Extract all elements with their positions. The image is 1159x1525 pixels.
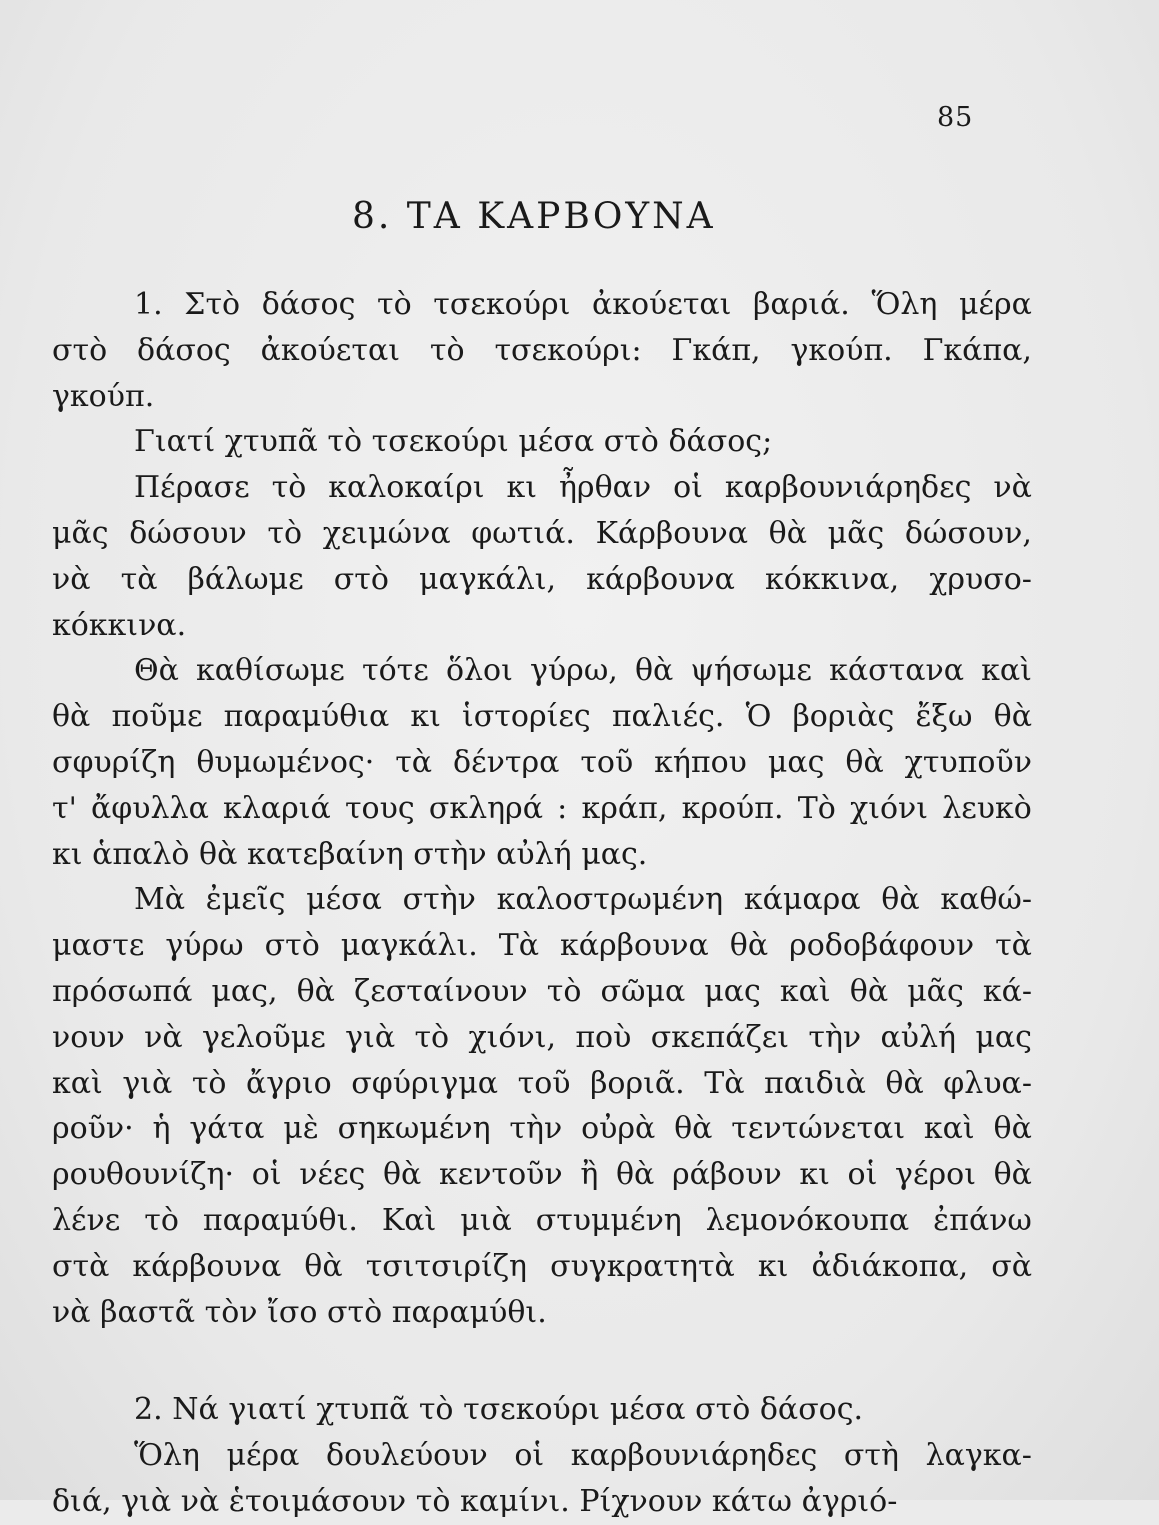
word: τὸ <box>415 1483 451 1519</box>
word: τὴν <box>509 1111 563 1147</box>
text-line <box>52 1387 1032 1433</box>
word: τσεκούρι <box>433 287 571 322</box>
word: τὸν <box>204 1294 258 1330</box>
word: θὰ <box>993 1111 1032 1147</box>
word: : <box>557 790 568 826</box>
text-line <box>52 419 1032 465</box>
word: βοριὰς <box>792 699 895 735</box>
word: τ' <box>52 790 77 826</box>
word: ἔξω <box>915 699 973 735</box>
word: τὴν <box>808 1019 862 1055</box>
word: καθώ- <box>940 882 1032 918</box>
word: βαστᾶ <box>100 1294 196 1330</box>
word: θὰ <box>383 1157 422 1193</box>
word: δάσος <box>261 287 356 322</box>
word: τὸ <box>191 1065 227 1101</box>
word: καὶ <box>52 1065 103 1101</box>
word: ροῦν· <box>52 1111 134 1147</box>
word: τὸ <box>377 287 412 322</box>
word: τὸ <box>546 973 582 1009</box>
word: μας, <box>211 973 278 1009</box>
word: κεντοῦν <box>438 1157 563 1193</box>
word: κι <box>799 1157 830 1193</box>
word: φλυα- <box>943 1065 1032 1101</box>
word: θὰ <box>993 699 1032 735</box>
text-line <box>52 1198 1032 1244</box>
word: συγκρατητὰ <box>550 1248 735 1284</box>
word: σκληρά <box>428 790 543 826</box>
text-line <box>52 877 1032 923</box>
word: μᾶς <box>907 973 964 1009</box>
word: κά- <box>982 973 1032 1009</box>
word: κλαριά <box>223 790 331 826</box>
word: μέσα <box>518 424 595 460</box>
word: λένε <box>52 1202 121 1238</box>
text-line <box>52 1433 1032 1479</box>
word: ἀδιάκοπα, <box>811 1248 969 1284</box>
word: γκούπ. <box>52 378 155 414</box>
word: καμίνι. <box>460 1483 570 1519</box>
word: θὰ <box>993 1157 1032 1193</box>
word: καρβουνιάρηδες <box>724 470 972 506</box>
word: ἄφυλλα <box>91 790 209 826</box>
word: βάλωμε <box>187 561 304 597</box>
word: χρυσο- <box>929 561 1032 597</box>
word: στὸ <box>264 928 320 964</box>
page-number: 85 <box>937 102 974 133</box>
word: Ρίχνουν <box>579 1483 703 1519</box>
word: στὸ <box>333 561 389 597</box>
word: ζεσταίνουν <box>354 973 528 1009</box>
word: κι <box>506 470 537 506</box>
word: σὰ <box>991 1248 1032 1284</box>
word: Γκάπ, <box>671 332 761 368</box>
word: δάσος <box>137 332 231 368</box>
text-line <box>52 465 1032 511</box>
word: γιὰ <box>345 1019 396 1055</box>
word: χιόνι, <box>468 1019 556 1055</box>
word: μαγκάλι, <box>419 561 557 597</box>
word: καθίσωμε <box>196 653 345 689</box>
word: μας <box>767 744 825 780</box>
text-line <box>52 1244 1032 1290</box>
word: νὰ <box>144 1019 183 1055</box>
word: κάρβουνα <box>586 561 735 597</box>
word: κι <box>410 699 441 735</box>
word: γέροι <box>895 1157 976 1193</box>
word: τὰ <box>995 928 1032 964</box>
word: οἱ <box>673 470 703 506</box>
word: ἀκούεται <box>260 332 401 368</box>
word: στυμμένη <box>535 1202 682 1238</box>
word: χτυπᾶ <box>316 1392 410 1428</box>
word: στὴν <box>402 882 476 918</box>
text-line <box>52 1152 1032 1198</box>
word: θὰ <box>849 973 889 1009</box>
word: παραμύθια <box>223 699 390 735</box>
word: τσεκούρι <box>463 1392 601 1428</box>
word: ἢ <box>580 1157 599 1193</box>
word: κάστανα <box>829 653 964 689</box>
word: οὐρὰ <box>581 1111 656 1147</box>
word: τὸ <box>414 1019 450 1055</box>
text-line <box>52 740 1032 786</box>
word: κάρβουνα <box>132 1248 282 1284</box>
word: σκεπάζει <box>650 1019 790 1055</box>
word: Τὰ <box>704 1065 745 1101</box>
word: οἱ <box>251 1157 282 1193</box>
word: θὰ <box>729 928 769 964</box>
word: χειμώνα <box>322 515 451 551</box>
word: τότε <box>362 653 429 689</box>
word: Καὶ <box>381 1202 437 1238</box>
word: δώσουν, <box>904 515 1032 551</box>
word: δέντρα <box>453 744 560 780</box>
word: Τὰ <box>498 928 540 964</box>
word: θὰ <box>768 515 807 551</box>
chapter-title: 8. ΤΑ ΚΑΡΒΟΥΝΑ <box>352 196 716 237</box>
word: θὰ <box>845 744 884 780</box>
word: Ὅλη <box>871 287 938 322</box>
word: Μὰ <box>134 882 185 918</box>
word: τὸ <box>267 515 303 551</box>
word: μέρα <box>226 1438 300 1474</box>
word: τὸ <box>144 1202 179 1238</box>
word: μᾶς <box>827 515 885 551</box>
word: τὸ <box>418 1392 454 1428</box>
word: γάτα <box>189 1111 265 1147</box>
word: Νά <box>172 1392 219 1428</box>
word: αὐλή <box>496 836 572 872</box>
word: κι <box>52 836 83 872</box>
word: κόκκινα. <box>52 607 187 643</box>
word: μιὰ <box>460 1202 512 1238</box>
word: κάτω <box>711 1483 792 1519</box>
word: τὸ <box>327 424 363 460</box>
word: μαγκάλι. <box>340 928 478 964</box>
word: μας. <box>581 836 648 872</box>
word: ροδοβάφουν <box>789 928 975 964</box>
paragraph <box>52 648 1032 877</box>
word: Θὰ <box>134 653 179 689</box>
word: θὰ <box>199 836 238 872</box>
word: θὰ <box>881 882 920 918</box>
word: ποὺ <box>575 1019 632 1055</box>
word: χτυπᾶ <box>224 424 318 460</box>
paragraph <box>52 877 1032 1335</box>
text-line <box>52 282 1032 328</box>
word: νὰ <box>180 1483 220 1519</box>
word: δουλεύουν <box>326 1438 488 1474</box>
word: κρούπ. <box>681 790 784 826</box>
word: δάσος; <box>668 424 773 460</box>
word: οἱ <box>514 1438 545 1474</box>
word: θὰ <box>296 973 335 1009</box>
word: δάσος. <box>759 1392 864 1428</box>
word: ἡ <box>152 1111 171 1147</box>
word: γιατί <box>228 1392 307 1428</box>
word: μέρα <box>958 287 1032 322</box>
word: γκούπ. <box>790 332 893 368</box>
word: κήπου <box>654 744 747 780</box>
word: νὰ <box>52 561 91 597</box>
word: σφυρίζη <box>52 744 176 780</box>
word: ἴσο <box>267 1294 318 1330</box>
word: θυμωμένος· <box>196 744 375 780</box>
word: χτυποῦν <box>904 744 1032 780</box>
word: στὸ <box>52 332 108 368</box>
word: καὶ <box>779 973 831 1009</box>
word: Γκάπα, <box>922 332 1032 368</box>
word: θὰ <box>634 653 674 689</box>
text-line <box>52 557 1032 603</box>
word: ρουθουνίζη· <box>52 1157 235 1193</box>
word: λαγκα- <box>925 1438 1032 1474</box>
text-line <box>52 511 1032 557</box>
section-gap <box>52 1335 1032 1387</box>
word: στὸ <box>603 424 659 460</box>
word: Γιατί <box>134 424 216 460</box>
paragraph <box>52 1387 1032 1433</box>
word: Κάρβουνα <box>595 515 749 551</box>
word: τσιτσιρίζη <box>365 1248 528 1284</box>
word: θὰ <box>674 1111 713 1147</box>
word: καλοστρωμένη <box>496 882 724 918</box>
text-line <box>52 1015 1032 1061</box>
word: ἱστορίες <box>462 699 591 735</box>
word: στὸ <box>695 1392 751 1428</box>
text-line <box>52 923 1032 969</box>
paragraph <box>52 465 1032 648</box>
text-line <box>52 603 1032 649</box>
word: μας <box>975 1019 1032 1055</box>
word: παραμύθι. <box>202 1202 358 1238</box>
word: οἱ <box>847 1157 878 1193</box>
text-line <box>52 648 1032 694</box>
word: τὰ <box>120 561 158 597</box>
word: τεντώνεται <box>731 1111 906 1147</box>
text-line <box>52 786 1032 832</box>
word: δώσουν <box>129 515 247 551</box>
word: γιὰ <box>122 1065 173 1101</box>
word: διά, <box>52 1483 112 1519</box>
word: ψήσωμε <box>690 653 812 689</box>
word: μέσα <box>609 1392 686 1428</box>
text-line <box>52 328 1032 374</box>
word: μὲ <box>283 1111 319 1147</box>
word: τσεκούρι: <box>494 332 642 368</box>
word: ἦρθαν <box>558 470 652 506</box>
word: νὰ <box>993 470 1032 506</box>
text-line <box>52 694 1032 740</box>
word: ἄγριο <box>246 1065 332 1101</box>
text-line <box>52 969 1032 1015</box>
word: τὰ <box>395 744 433 780</box>
word: σῶμα <box>600 973 686 1009</box>
word: κόκκινα, <box>765 561 900 597</box>
word: χιόνι <box>850 790 929 826</box>
word: παιδιὰ <box>764 1065 866 1101</box>
word: Ὁ <box>745 699 772 735</box>
word: ἀκούεται <box>591 287 732 322</box>
word: μέσα <box>306 882 382 918</box>
word: τσεκούρι <box>371 424 509 460</box>
body-text <box>52 282 1032 1525</box>
word: νουν <box>52 1019 125 1055</box>
paragraph <box>52 419 1032 465</box>
word: νέες <box>299 1157 366 1193</box>
word: μαστε <box>52 928 145 964</box>
word: τους <box>344 790 415 826</box>
word: ἀγριό- <box>801 1483 898 1519</box>
word: 2. <box>134 1392 163 1428</box>
text-line <box>52 832 1032 878</box>
word: κάμαρα <box>743 882 861 918</box>
word: Τὸ <box>797 790 836 826</box>
word: λεμονόκουπα <box>705 1202 910 1238</box>
word: ἐπάνω <box>933 1202 1032 1238</box>
word: κάρβουνα <box>560 928 709 964</box>
word: μας <box>704 973 761 1009</box>
word: ἁπαλὸ <box>92 836 190 872</box>
word: κράπ, <box>581 790 668 826</box>
word: Στὸ <box>184 287 241 322</box>
paragraph <box>52 282 1032 419</box>
word: 1. <box>134 287 163 322</box>
word: γιὰ <box>121 1483 172 1519</box>
word: παλιές. <box>611 699 725 735</box>
word: Πέρασε <box>134 470 250 506</box>
word: ποῦμε <box>111 699 203 735</box>
word: μᾶς <box>52 515 109 551</box>
word: θὰ <box>885 1065 924 1101</box>
word: τὸ <box>429 332 465 368</box>
word: σφύριγμα <box>351 1065 499 1101</box>
word: γύρω, <box>530 653 618 689</box>
word: αὐλή <box>880 1019 956 1055</box>
word: τοῦ <box>517 1065 571 1101</box>
word: καρβουνιάρηδες <box>570 1438 818 1474</box>
text-line <box>52 1106 1032 1152</box>
word: Ὅλη <box>134 1438 200 1474</box>
word: στὴ <box>843 1438 899 1474</box>
text-line <box>52 1290 1032 1336</box>
word: τὸ <box>271 470 307 506</box>
word: νὰ <box>52 1294 91 1330</box>
word: θὰ <box>615 1157 655 1193</box>
word: ἐμεῖς <box>205 882 286 918</box>
word: στὸ <box>327 1294 383 1330</box>
word: γελοῦμε <box>201 1019 326 1055</box>
text-line <box>52 1479 1032 1525</box>
word: πρόσωπά <box>52 973 193 1009</box>
word: καὶ <box>923 1111 975 1147</box>
word: λευκὸ <box>942 790 1032 826</box>
text-line <box>52 374 1032 420</box>
word: ἑτοιμάσουν <box>228 1483 407 1519</box>
word: παραμύθι. <box>391 1294 547 1330</box>
word: ὅλοι <box>445 653 513 689</box>
word: σηκωμένη <box>337 1111 491 1147</box>
word: κι <box>757 1248 789 1284</box>
word: κατεβαίνη <box>246 836 404 872</box>
word: βαριά. <box>753 287 850 322</box>
word: φωτιά. <box>471 515 575 551</box>
word: καλοκαίρι <box>328 470 485 506</box>
text-line <box>52 1061 1032 1107</box>
word: καὶ <box>981 653 1032 689</box>
word: θὰ <box>52 699 91 735</box>
word: στὰ <box>52 1248 110 1284</box>
word: τοῦ <box>580 744 634 780</box>
word: στὴν <box>413 836 487 872</box>
word: γύρω <box>165 928 244 964</box>
paragraph <box>52 1433 1032 1525</box>
word: ράβουν <box>671 1157 782 1193</box>
word: βοριᾶ. <box>590 1065 685 1101</box>
word: θὰ <box>304 1248 343 1284</box>
